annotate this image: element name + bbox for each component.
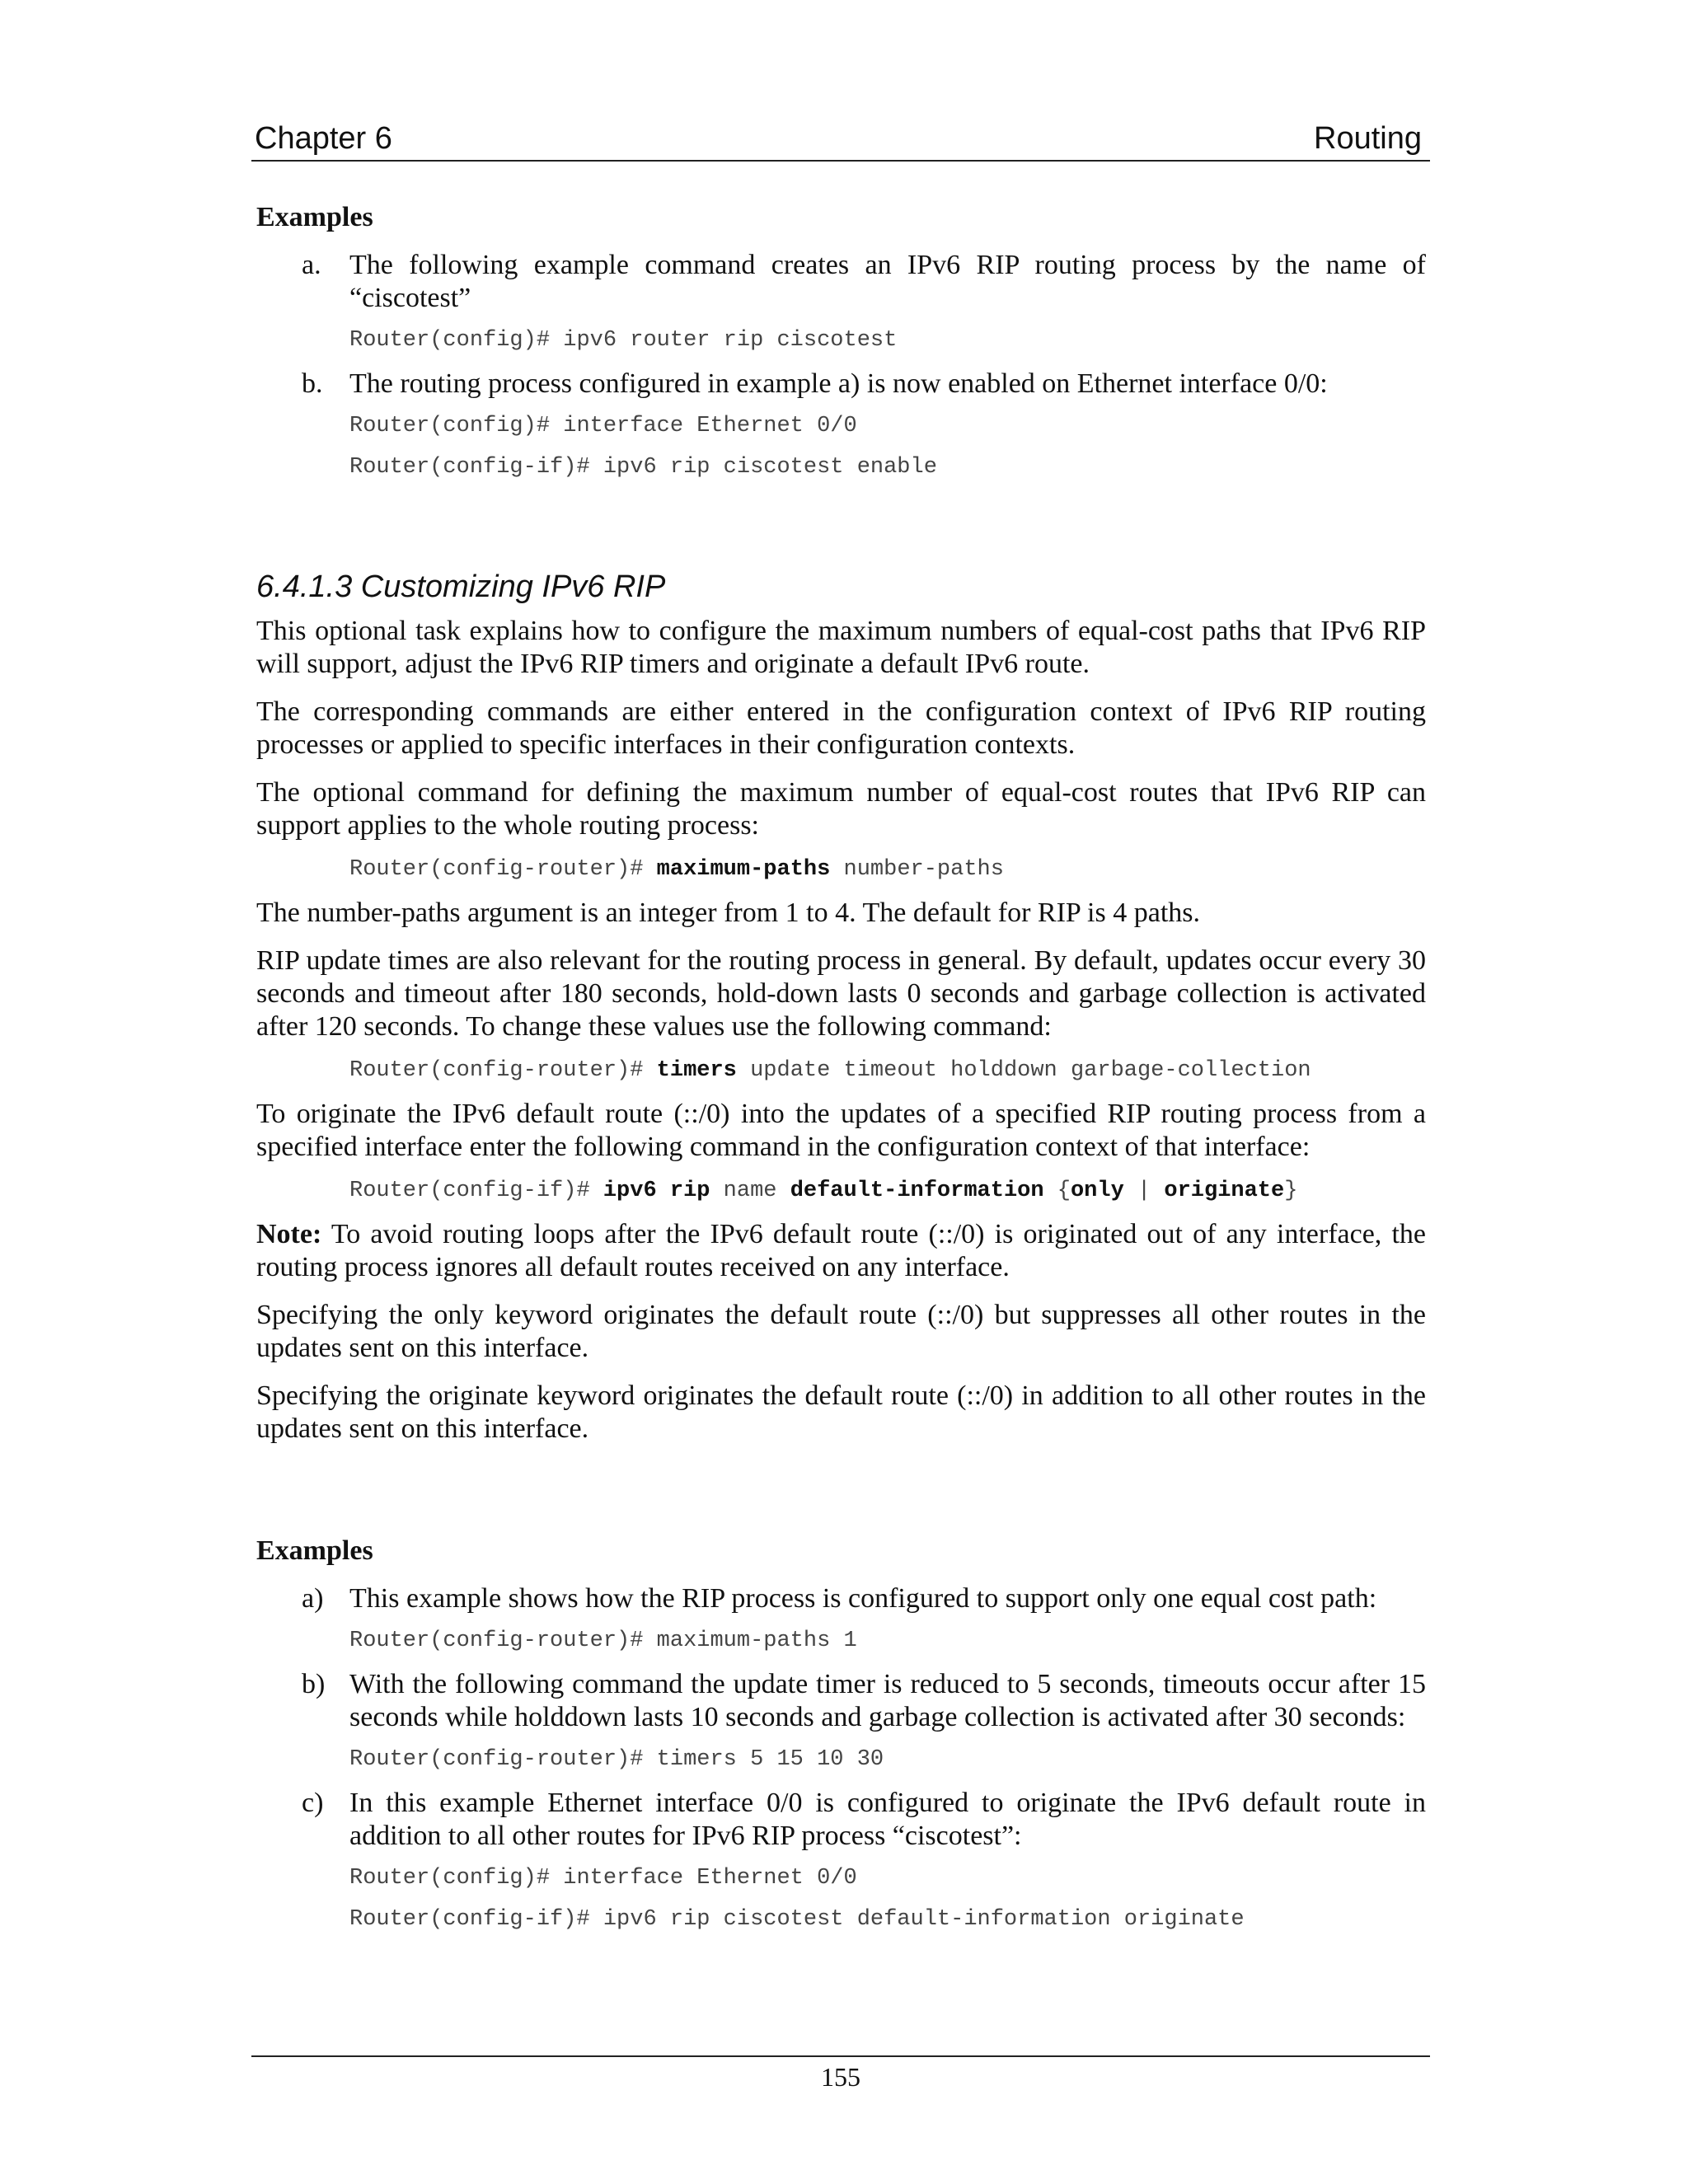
code-line: Router(config)# interface Ethernet 0/0 (349, 414, 857, 438)
example-item-b (256, 1668, 1426, 1734)
cmd-argument: name (710, 1179, 790, 1203)
paragraph: The optional command for defining the maximum number of equal-cost routes that IPv6 RIP can support applies to the whole routing process: (256, 777, 1426, 841)
code-line: Router(config-if)# ipv6 rip ciscotest enable (349, 455, 937, 480)
item-text: This example shows how the RIP process is configured to support only one equal cost path: (349, 1583, 1377, 1614)
item-text: In this example Ethernet interface 0/0 is configured to originate the IPv6 default route in addition to all other routes for IPv6 RIP process “ciscotest”: (349, 1788, 1426, 1851)
code-line: Router(config-router)# maximum-paths 1 (349, 1629, 857, 1653)
page-number: 155 (821, 2062, 860, 2092)
item-text: With the following command the update timer is reduced to 5 seconds, timeouts occur after 15 seconds while holddown lasts 10 seconds and garbage collection is activated after 30 seconds: (349, 1669, 1426, 1732)
paragraph: To originate the IPv6 default route (::/0) into the updates of a specified RIP routing process from a specified interface enter the following command in the configuration context of that interface: (256, 1099, 1426, 1162)
examples-heading-1: Examples (256, 202, 373, 232)
note-paragraph (256, 1218, 1426, 1284)
chapter-title: Routing (1314, 121, 1422, 156)
cmd-pipe: | (1123, 1179, 1165, 1203)
item-text: The routing process configured in example a) is now enabled on Ethernet interface 0/0: (349, 368, 1328, 399)
item-text: The following example command creates an IPv6 RIP routing process by the name of “ciscotest” (349, 250, 1426, 313)
item-marker: b. (302, 368, 323, 399)
example-item-a (256, 1582, 1426, 1615)
code-line: Router(config)# ipv6 router rip ciscotest (349, 328, 898, 353)
code-line: Router(config-if)# ipv6 rip ciscotest default-information originate (349, 1907, 1245, 1932)
note-label: Note: (256, 1219, 322, 1249)
section-heading: 6.4.1.3 Customizing IPv6 RIP (256, 569, 666, 604)
cmd-argument: number-paths (830, 857, 1004, 882)
item-marker: c) (302, 1788, 324, 1818)
cmd-prefix: Router(config-router)# (349, 1058, 657, 1083)
page-header (251, 122, 1430, 162)
page-body (256, 201, 1426, 1933)
cmd-brace: } (1284, 1179, 1298, 1203)
document-page (251, 0, 1430, 2184)
cmd-prefix: Router(config-if)# (349, 1179, 603, 1203)
paragraph: Specifying the only keyword originates the default route (::/0) but suppresses all other routes in the updates sent on this interface. (256, 1300, 1426, 1363)
item-marker: a) (302, 1583, 324, 1614)
item-marker: a. (302, 250, 321, 280)
cmd-prefix: Router(config-router)# (349, 857, 657, 882)
cmd-brace: { (1043, 1179, 1071, 1203)
command-syntax (256, 1057, 1426, 1085)
page-footer (251, 2055, 1430, 2093)
command-syntax (256, 855, 1426, 883)
cmd-keyword: maximum-paths (656, 857, 831, 882)
paragraph: The corresponding commands are either entered in the configuration context of IPv6 RIP routing processes or applied to specific interfaces in their configuration contexts. (256, 696, 1426, 760)
paragraph: This optional task explains how to configure the maximum numbers of equal-cost paths that IPv6 RIP will support, adjust the IPv6 RIP timers and originate a default IPv6 route. (256, 616, 1426, 679)
examples-heading-2: Examples (256, 1535, 373, 1566)
cmd-keyword: only (1070, 1179, 1124, 1203)
cmd-keyword: timers (656, 1058, 737, 1083)
cmd-keyword: ipv6 rip (603, 1179, 710, 1203)
code-line: Router(config-router)# timers 5 15 10 30 (349, 1747, 884, 1772)
cmd-keyword: default-information (790, 1179, 1044, 1203)
paragraph: RIP update times are also relevant for the routing process in general. By default, updates occur every 30 seconds and timeout after 180 seconds, hold-down lasts 0 seconds and garbage collection is activated after 120 seconds. To change these values use the following command: (256, 945, 1426, 1042)
example-item-a (256, 249, 1426, 315)
cmd-keyword: originate (1164, 1179, 1285, 1203)
code-line: Router(config)# interface Ethernet 0/0 (349, 1866, 857, 1891)
chapter-label: Chapter 6 (255, 121, 392, 156)
item-marker: b) (302, 1669, 326, 1699)
cmd-argument: update timeout holddown garbage-collection (736, 1058, 1311, 1083)
paragraph: The number-paths argument is an integer from 1 to 4. The default for RIP is 4 paths. (256, 898, 1200, 928)
command-syntax (256, 1177, 1426, 1205)
example-item-b (256, 368, 1426, 401)
example-item-c (256, 1787, 1426, 1853)
note-text: To avoid routing loops after the IPv6 default route (::/0) is originated out of any interface, the routing process ignores all default routes received on any interface. (256, 1219, 1426, 1282)
paragraph: Specifying the originate keyword originates the default route (::/0) in addition to all other routes in the updates sent on this interface. (256, 1380, 1426, 1444)
